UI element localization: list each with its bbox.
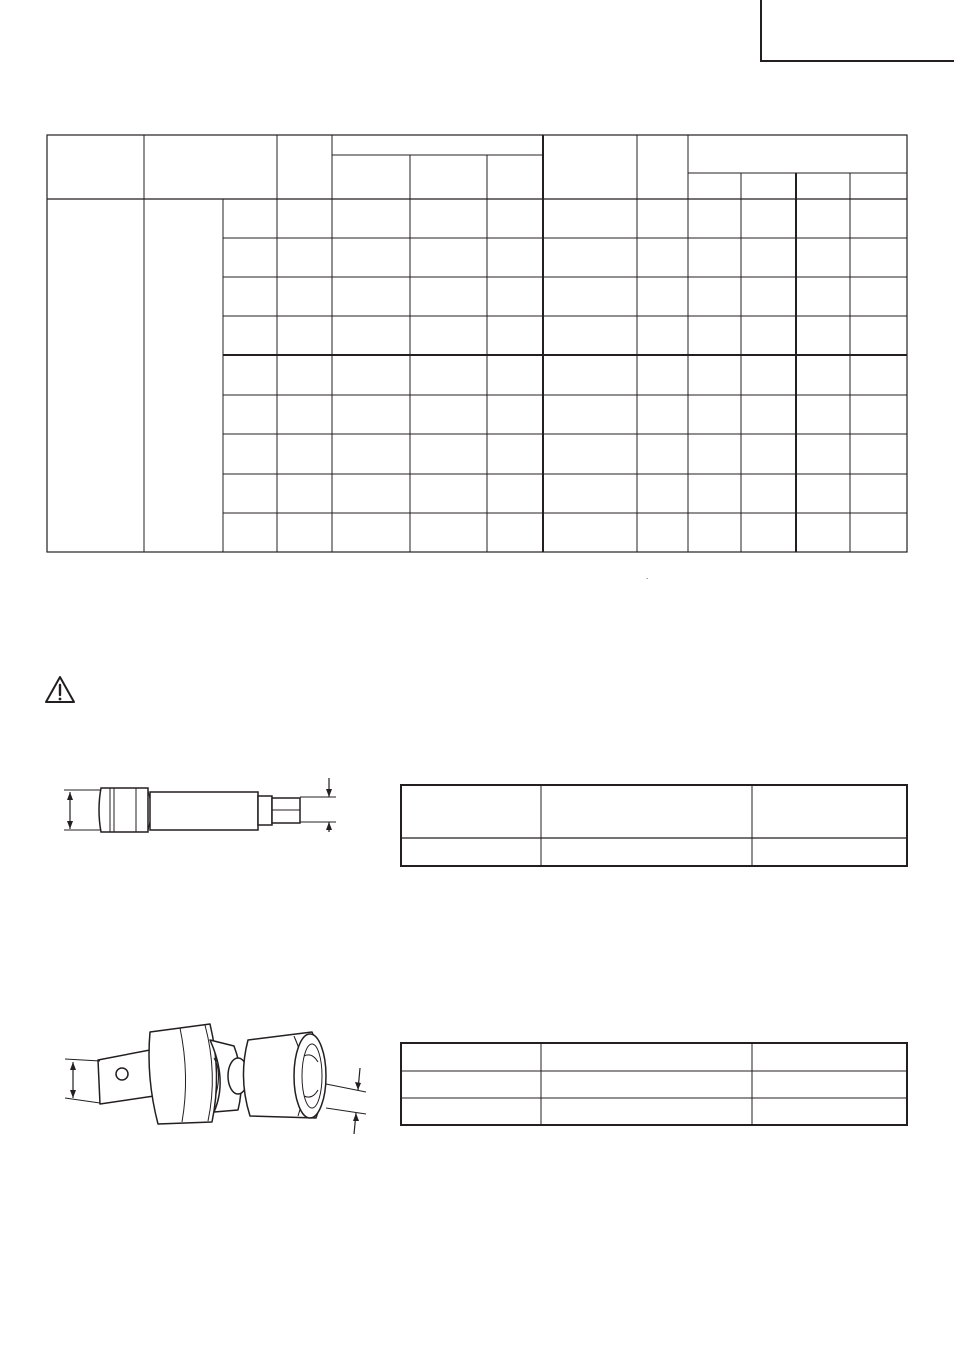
dot-mark: .: [646, 572, 649, 581]
main-table-frame: [47, 135, 907, 552]
